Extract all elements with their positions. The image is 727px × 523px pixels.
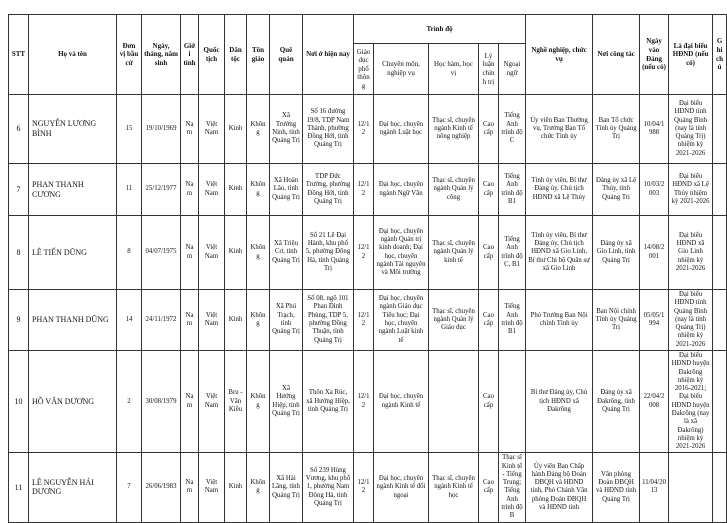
cell-nghe-nghiep: Ủy viên Ban Thường vụ, Trưởng Ban Tổ chức Tỉnh ủy	[526, 95, 593, 164]
table-row	[9, 290, 727, 351]
cell-ngoai-ngu: Tiếng Anh trình độ C, B1	[499, 216, 526, 290]
cell-ngay-sinh: 30/08/1979	[142, 350, 181, 452]
cell-chuyen-mon: Đại học, chuyên ngành Giáo dục Tiểu học; Đại học, chuyên ngành Luật kinh tế	[374, 290, 429, 351]
cell-ngay-vao-dang: 05/05/1994	[640, 290, 669, 351]
cell-ly-luan: Cao cấp	[479, 95, 499, 164]
cell-quoc-tich: Việt Nam	[199, 216, 225, 290]
cell-don-vi: 8	[117, 216, 142, 290]
cell-hoc-ham: Thạc sĩ, chuyên ngành Kinh tế nông nghiệp	[429, 95, 479, 164]
header-nghe-nghiep: Nghề nghiệp, chức vụ	[526, 15, 593, 95]
header-hoc-ham: Học hàm, học vị	[429, 44, 479, 95]
cell-quoc-tich: Việt Nam	[199, 164, 225, 216]
cell-que-quan: Xã Phú Trạch, tỉnh Quảng Trị	[270, 290, 303, 351]
cell-ngay-vao-dang: 10/04/1988	[640, 95, 669, 164]
cell-ngoai-ngu: Tiếng Anh trình độ B1	[499, 290, 526, 351]
cell-noi-cong-tac: Đảng ủy xã Đakrông, tỉnh Quảng Trị	[593, 350, 640, 452]
cell-hoc-ham: Thạc sĩ, chuyên ngành Quản lý công	[429, 164, 479, 216]
cell-gioi-tinh: Nam	[181, 95, 199, 164]
cell-ly-luan: Cao cấp	[479, 350, 499, 452]
cell-ghi-chu	[713, 216, 727, 290]
cell-hoc-ham	[429, 350, 479, 452]
cell-hoc-ham: Thạc sĩ, chuyên ngành Quản lý kinh tế	[429, 216, 479, 290]
cell-ho-ten: PHAN THANH DŨNG	[29, 290, 117, 351]
cell-dan-toc: Kinh	[225, 453, 247, 522]
cell-ly-luan: Cao cấp	[479, 290, 499, 351]
cell-noi-o: Số 239 Hùng Vương, khu phố 1, phường Nam Đông Hà, tỉnh Quảng Trị	[303, 453, 354, 522]
cell-stt: 9	[9, 290, 29, 351]
cell-ngay-sinh: 19/10/1969	[142, 95, 181, 164]
cell-dan-toc: Kinh	[225, 95, 247, 164]
header-ly-luan: Lý luận chính trị	[479, 44, 499, 95]
cell-ngoai-ngu: Thạc sĩ Kinh tế - Tiếng Trung; Tiếng Anh trình độ B	[499, 453, 526, 522]
header-stt: STT	[9, 15, 29, 95]
header-don-vi: Đơn vị bầu cử	[117, 15, 142, 95]
table-row	[9, 453, 727, 522]
cell-dan-toc: Kinh	[225, 164, 247, 216]
cell-noi-cong-tac: Ban Tổ chức Tỉnh ủy Quảng Trị	[593, 95, 640, 164]
table-row	[9, 95, 727, 164]
header-row-top	[9, 15, 727, 44]
cell-dan-toc: Kinh	[225, 216, 247, 290]
cell-ly-luan: Cao cấp	[479, 216, 499, 290]
cell-que-quan: Xã Hải Lăng, tỉnh Quảng Trị	[270, 453, 303, 522]
cell-ho-ten: HỒ VĂN DƯƠNG	[29, 350, 117, 452]
cell-don-vi: 2	[117, 350, 142, 452]
cell-ton-giao: Không	[247, 290, 270, 351]
cell-stt: 10	[9, 350, 29, 452]
cell-hoc-ham: Thạc sĩ, chuyên ngành Kinh tế học	[429, 453, 479, 522]
cell-ho-ten: LÊ TIẾN DŨNG	[29, 216, 117, 290]
header-chuyen-mon: Chuyên môn, nghiệp vụ	[374, 44, 429, 95]
cell-dai-bieu: Đại biểu HĐND xã Lệ Thủy nhiệm kỳ 2021-2026	[669, 164, 713, 216]
cell-quoc-tich: Việt Nam	[199, 350, 225, 452]
cell-ghi-chu	[713, 290, 727, 351]
cell-chuyen-mon: Đại học, chuyên ngành Quản trị kinh doanh; Đại học, chuyên ngành Tài nguyên và Môi trường	[374, 216, 429, 290]
cell-noi-cong-tac: Văn phòng Đoàn ĐBQH và HĐND tỉnh Quảng Trị	[593, 453, 640, 522]
cell-ton-giao: Không	[247, 216, 270, 290]
cell-don-vi: 7	[117, 453, 142, 522]
cell-stt: 6	[9, 95, 29, 164]
table-row	[9, 216, 727, 290]
cell-gioi-tinh: Nam	[181, 164, 199, 216]
header-ngoai-ngu: Ngoại ngữ	[499, 44, 526, 95]
cell-ho-ten: PHAN THANH CƯƠNG	[29, 164, 117, 216]
cell-que-quan: Xã Hoàn Lão, tỉnh Quảng Trị	[270, 164, 303, 216]
cell-noi-o: TDP Đức Trường, phường Đồng Hới, tỉnh Quảng Trị	[303, 164, 354, 216]
cell-noi-cong-tac: Ban Nội chính Tỉnh ủy Quảng Trị	[593, 290, 640, 351]
cell-gd-pho-thong: 12/12	[354, 216, 374, 290]
header-ho-ten: Họ và tên	[29, 15, 117, 95]
cell-quoc-tich: Việt Nam	[199, 453, 225, 522]
candidate-table	[8, 14, 727, 523]
cell-ngay-sinh: 25/12/1977	[142, 164, 181, 216]
cell-stt: 8	[9, 216, 29, 290]
cell-ton-giao: Không	[247, 95, 270, 164]
cell-ghi-chu	[713, 350, 727, 452]
cell-noi-o: Số 08, ngõ 101 Phan Đình Phùng, TDP 5, phường Đồng Thuận, tỉnh Quảng Trị	[303, 290, 354, 351]
cell-nghe-nghiep: Tỉnh ủy viên, Bí thư Đảng ủy, Chủ tịch HĐND xã Gio Linh, Bí thư Chi bộ Quân sự xã Gio Linh	[526, 216, 593, 290]
table-row	[9, 350, 727, 452]
header-dan-toc: Dân tộc	[225, 15, 247, 95]
table-row	[9, 164, 727, 216]
cell-dan-toc: Bru - Vân Kiều	[225, 350, 247, 452]
header-ton-giao: Tôn giáo	[247, 15, 270, 95]
cell-gioi-tinh: Nam	[181, 216, 199, 290]
cell-ton-giao: Không	[247, 453, 270, 522]
cell-chuyen-mon: Đại học, chuyên ngành Kinh tế đối ngoại	[374, 453, 429, 522]
cell-ton-giao: Không	[247, 164, 270, 216]
cell-ton-giao: Không	[247, 350, 270, 452]
cell-ngay-vao-dang: 22/04/2008	[640, 350, 669, 452]
cell-dan-toc: Kinh	[225, 290, 247, 351]
cell-ngay-sinh: 04/07/1975	[142, 216, 181, 290]
cell-ngoai-ngu	[499, 350, 526, 452]
cell-gd-pho-thong: 12/12	[354, 95, 374, 164]
cell-ly-luan: Cao cấp	[479, 453, 499, 522]
header-que-quan: Quê quán	[270, 15, 303, 95]
cell-stt: 11	[9, 453, 29, 522]
header-trinh-do: Trình độ	[354, 15, 526, 44]
header-ngay-vao-dang: Ngày vào Đảng (nếu có)	[640, 15, 669, 95]
cell-ngoai-ngu: Tiếng Anh trình độ C	[499, 95, 526, 164]
cell-noi-o: Thôn Xa Rúc, xã Hướng Hiệp, tỉnh Quảng Trị	[303, 350, 354, 452]
cell-gioi-tinh: Nam	[181, 290, 199, 351]
cell-nghe-nghiep: Phó Trưởng Ban Nội chính Tỉnh ủy	[526, 290, 593, 351]
cell-ghi-chu	[713, 164, 727, 216]
header-ghi-chu: Ghi chú	[713, 15, 727, 95]
candidate-table-sheet	[8, 14, 727, 523]
header-gioi-tinh: Giới tính	[181, 15, 199, 95]
header-quoc-tich: Quốc tịch	[199, 15, 225, 95]
cell-que-quan: Xã Hướng Hiệp, tỉnh Quảng Trị	[270, 350, 303, 452]
header-noi-cong-tac: Nơi công tác	[593, 15, 640, 95]
cell-quoc-tich: Việt Nam	[199, 290, 225, 351]
cell-hoc-ham: Thạc sĩ, chuyên ngành Quản lý Giáo dục	[429, 290, 479, 351]
header-gd-pho-thong: Giáo dục phổ thông	[354, 44, 374, 95]
cell-dai-bieu: Đại biểu HĐND xã Gio Linh nhiệm kỳ 2021-2026	[669, 216, 713, 290]
cell-nghe-nghiep: Ủy viên Ban Chấp hành Đảng bộ Đoàn ĐBQH và HĐND tỉnh, Phó Chánh Văn phòng Đoàn ĐBQH và HĐND tỉnh	[526, 453, 593, 522]
cell-gioi-tinh: Nam	[181, 453, 199, 522]
cell-gd-pho-thong: 12/12	[354, 164, 374, 216]
header-dai-bieu: Là đại biểu HĐND (nếu có)	[669, 15, 713, 95]
cell-ghi-chu	[713, 453, 727, 522]
cell-ngay-vao-dang: 14/08/2001	[640, 216, 669, 290]
cell-nghe-nghiep: Bí thư Đảng ủy, Chủ tịch HĐND xã Đakrông	[526, 350, 593, 452]
cell-don-vi: 14	[117, 290, 142, 351]
cell-ho-ten: NGUYỄN LƯƠNG BÌNH	[29, 95, 117, 164]
cell-gd-pho-thong: 12/12	[354, 350, 374, 452]
cell-don-vi: 15	[117, 95, 142, 164]
cell-dai-bieu: Đại biểu HĐND tỉnh Quảng Bình (nay là tỉnh Quảng Trị) nhiệm kỳ 2021-2026	[669, 95, 713, 164]
cell-ho-ten: LÊ NGUYỄN HẢI DƯƠNG	[29, 453, 117, 522]
cell-ngoai-ngu: Tiếng Anh trình độ B1	[499, 164, 526, 216]
cell-dai-bieu	[669, 453, 713, 522]
cell-ly-luan: Cao cấp	[479, 164, 499, 216]
cell-chuyen-mon: Đại học, chuyên ngành Ngữ Văn	[374, 164, 429, 216]
cell-ngay-sinh: 24/11/1972	[142, 290, 181, 351]
cell-don-vi: 11	[117, 164, 142, 216]
cell-stt: 7	[9, 164, 29, 216]
header-noi-o: Nơi ở hiện nay	[303, 15, 354, 95]
cell-ngay-sinh: 26/06/1983	[142, 453, 181, 522]
header-ngay-sinh: Ngày, tháng, năm sinh	[142, 15, 181, 95]
cell-que-quan: Xã Trường Ninh, tỉnh Quảng Trị	[270, 95, 303, 164]
cell-ghi-chu	[713, 95, 727, 164]
cell-quoc-tich: Việt Nam	[199, 95, 225, 164]
cell-noi-cong-tac: Đảng ủy xã Gio Linh, tỉnh Quảng Trị	[593, 216, 640, 290]
cell-gioi-tinh: Nam	[181, 350, 199, 452]
cell-gd-pho-thong: 12/12	[354, 290, 374, 351]
cell-chuyen-mon: Đại học, chuyên ngành Luật học	[374, 95, 429, 164]
cell-noi-o: Số 16 đường 19/8, TDP Nam Thành, phường Đồng Hới, tỉnh Quảng Trị	[303, 95, 354, 164]
cell-dai-bieu: Đại biểu HĐND tỉnh Quảng Bình (nay là tỉnh Quảng Trị) nhiệm kỳ 2021-2026	[669, 290, 713, 351]
cell-chuyen-mon: Đại học, chuyên ngành Kinh tế	[374, 350, 429, 452]
cell-nghe-nghiep: Tỉnh ủy viên, Bí thư Đảng ủy, Chủ tịch HĐND xã Lệ Thủy	[526, 164, 593, 216]
cell-gd-pho-thong: 12/12	[354, 453, 374, 522]
cell-noi-cong-tac: Đảng ủy xã Lệ Thủy, tỉnh Quảng Trị	[593, 164, 640, 216]
cell-que-quan: Xã Triệu Cơ, tỉnh Quảng Trị	[270, 216, 303, 290]
cell-ngay-vao-dang: 10/03/2003	[640, 164, 669, 216]
cell-ngay-vao-dang: 11/04/2013	[640, 453, 669, 522]
cell-noi-o: Số 21 Lê Đại Hành, khu phố 5, phường Đông Hà, tỉnh Quảng Trị	[303, 216, 354, 290]
cell-dai-bieu: Đại biểu HĐND huyện Đakrông nhiệm kỳ 2016-2021; Đại biểu HĐND huyện Đakrông (nay là xã Đakrông) nhiệm kỳ 2021-2026	[669, 350, 713, 452]
